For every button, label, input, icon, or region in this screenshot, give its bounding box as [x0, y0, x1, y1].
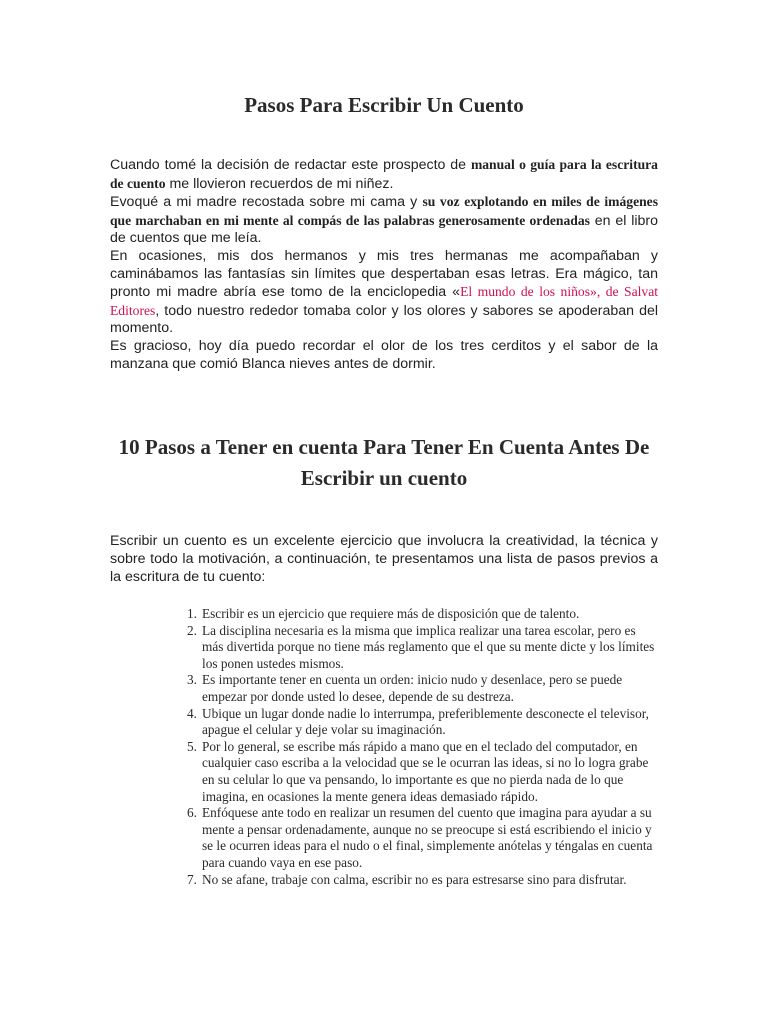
intro-section [110, 156, 658, 373]
page-title: Pasos Para Escribir Un Cuento [244, 93, 524, 117]
intro-text: me llovieron recuerdos de mi niñez. [165, 175, 394, 192]
list-item [187, 622, 660, 673]
section-title: 10 Pasos a Tener en cuenta Para Tener En Cuenta Antes De Escribir un cuento [118, 435, 650, 490]
list-item [187, 672, 660, 705]
list-item-text: Enfóquese ante todo en realizar un resumen del cuento que imagina para ayudar a su mente a pensar ordenadamente, aunque no se preocupe si está escribiendo el inicio y se le ocurren ideas para el nudo o el final, simplemente anótelas y téngalas en cuenta para cuando vaya en ese paso. [202, 805, 653, 870]
intro-text: en el libro de cuentos que me leía. [110, 212, 659, 247]
list-item-text: Es importante tener en cuenta un orden: inicio nudo y desenlace, pero se puede empezar por donde usted lo desee, depende de su destreza. [202, 672, 623, 704]
intro-text: En ocasiones, mis dos hermanos y mis tres hermanas me acompañaban y caminábamos las fantasías sin límites que despertaban esas letras. Era mágico, tan pronto mi madre abría ese tomo de la enciclopedia « [110, 247, 658, 301]
intro-text: Cuando tomé la decisión de redactar este prospecto de [110, 157, 471, 173]
intro-paragraph-4: Es gracioso, hoy día puedo recordar el olor de los tres cerditos y el sabor de la manzana que comió Blanca nieves antes de dormir. [110, 337, 658, 372]
intro-paragraph-3 [110, 248, 658, 338]
intro-text: Evoqué a mi madre recostada sobre mi cama y [110, 194, 423, 211]
list-item [187, 871, 660, 889]
list-item-number: 6. [187, 805, 197, 821]
list-item-number: 5. [187, 738, 197, 754]
list-item-number: 2. [187, 622, 197, 638]
list-item-text: La disciplina necesaria es la misma que implica realizar una tarea escolar, pero es más divertida porque no tiene más reglamento que el que su mente dicte y los límites los ponen ustedes mismos. [202, 622, 655, 671]
list-item-text: Por lo general, se escribe más rápido a mano que en el teclado del computador, en cualquier caso escriba a la velocidad que se le ocurran las ideas, si no lo logra grabe en su celular lo que va pensando, lo importante es que no pierda nada de lo que imagina, en ocasiones la mente genera ideas demasiado rápido. [202, 738, 649, 804]
list-item-number: 7. [187, 871, 197, 887]
list-item [187, 705, 660, 739]
list-item [187, 805, 660, 871]
list-item-text: Escribir es un ejercicio que requiere más de disposición que de talento. [202, 606, 580, 621]
steps-list [187, 606, 660, 888]
section-lead-paragraph: Escribir un cuento es un excelente ejercicio que involucra la creatividad, la técnica y sobre todo la motivación, a continuación, te presentamos una lista de pasos previos a la escritura de tu cuento: [110, 533, 658, 585]
list-item-text: Ubique un lugar donde nadie lo interrumpa, preferiblemente desconecte el televisor, apague el celular y deje volar su imaginación. [202, 705, 649, 738]
intro-bold-text: manual o guía para la escritura de cuento [110, 157, 658, 191]
list-item [187, 738, 660, 805]
encyclopedia-link[interactable]: El mundo de los niños», de Salvat Editores [110, 284, 658, 318]
intro-bold-text: su voz explotando en miles de imágenes que marchaban en mi mente al compás de las palabras generosamente ordenadas [110, 194, 658, 228]
intro-paragraph-1 [110, 156, 658, 193]
intro-text: , todo nuestro rededor tomaba color y los olores y sabores se apoderaban del momento. [110, 302, 658, 337]
list-item-number: 1. [187, 606, 197, 621]
list-item-number: 3. [187, 672, 197, 688]
list-item-number: 4. [187, 705, 197, 721]
list-item [187, 606, 660, 623]
list-item-text: No se afane, trabaje con calma, escribir no es para estresarse sino para disfrutar. [202, 871, 627, 887]
intro-paragraph-2 [110, 193, 658, 248]
